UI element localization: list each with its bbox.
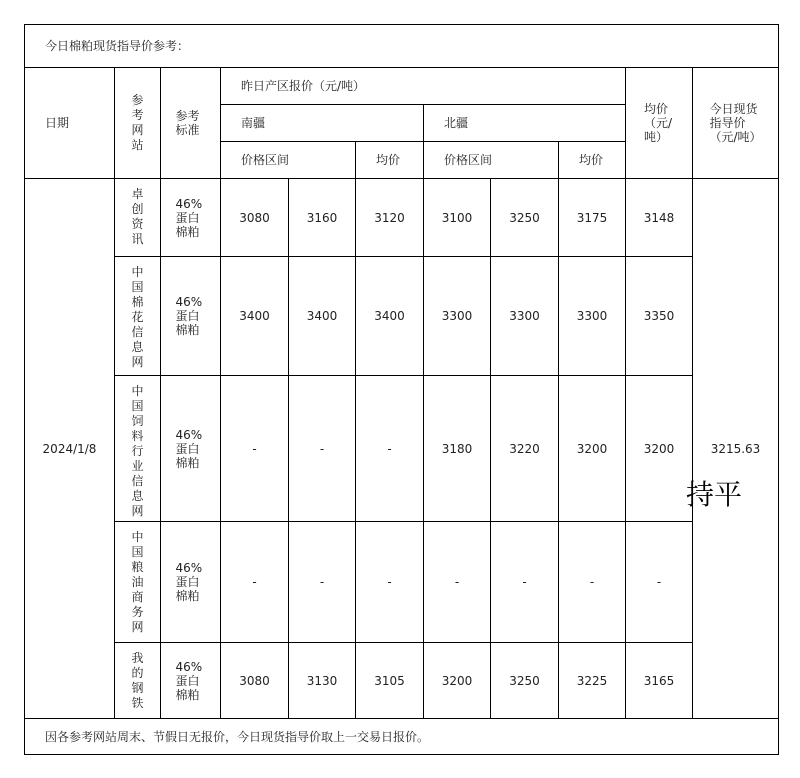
header-south-avg: 均价	[356, 142, 424, 179]
south-high-cell: 3400	[289, 257, 356, 376]
table-title: 今日棉粕现货指导价参考：	[25, 25, 779, 68]
north-low-cell: 3180	[424, 376, 491, 522]
site-cell: 中国棉花信息网	[115, 257, 161, 376]
header-south-range: 价格区间	[221, 142, 356, 179]
north-high-cell: 3250	[491, 179, 559, 257]
annotation-flat: 持平	[686, 478, 743, 511]
header-standard: 参考标准	[161, 68, 221, 179]
header-avg-total: 均价（元/吨）	[626, 68, 693, 179]
south-high-cell: -	[289, 522, 356, 643]
avg-cell: 3148	[626, 179, 693, 257]
south-low-cell: 3080	[221, 179, 289, 257]
south-low-cell: -	[221, 522, 289, 643]
north-avg-cell: 3175	[559, 179, 626, 257]
north-low-cell: 3300	[424, 257, 491, 376]
south-low-cell: -	[221, 376, 289, 522]
site-cell: 中国饲料行业信息网	[115, 376, 161, 522]
south-high-cell: 3130	[289, 643, 356, 719]
site-cell: 中国粮油商务网	[115, 522, 161, 643]
south-high-cell: -	[289, 376, 356, 522]
north-high-cell: 3220	[491, 376, 559, 522]
table-row	[25, 257, 779, 376]
standard-cell: 46%蛋白棉粕	[161, 257, 221, 376]
table-row	[25, 522, 779, 643]
north-avg-cell: 3300	[559, 257, 626, 376]
north-low-cell: -	[424, 522, 491, 643]
south-low-cell: 3400	[221, 257, 289, 376]
north-low-cell: 3200	[424, 643, 491, 719]
south-avg-cell: 3120	[356, 179, 424, 257]
site-cell: 卓创资讯	[115, 179, 161, 257]
header-south: 南疆	[221, 105, 424, 142]
footnote: 因各参考网站周末、节假日无报价，今日现货指导价取上一交易日报价。	[25, 719, 779, 755]
header-site: 参考网站	[115, 68, 161, 179]
south-avg-cell: -	[356, 522, 424, 643]
south-avg-cell: 3400	[356, 257, 424, 376]
north-high-cell: 3250	[491, 643, 559, 719]
today-price-cell: 3215.63	[693, 179, 779, 719]
standard-cell: 46%蛋白棉粕	[161, 522, 221, 643]
header-north: 北疆	[424, 105, 626, 142]
header-north-avg: 均价	[559, 142, 626, 179]
avg-cell: 3350	[626, 257, 693, 376]
header-today-guide: 今日现货指导价（元/吨）	[693, 68, 779, 179]
site-cell: 我的钢铁	[115, 643, 161, 719]
standard-cell: 46%蛋白棉粕	[161, 376, 221, 522]
price-table	[24, 24, 779, 755]
avg-cell: -	[626, 522, 693, 643]
north-avg-cell: 3225	[559, 643, 626, 719]
table-row	[25, 179, 779, 257]
header-north-range: 价格区间	[424, 142, 559, 179]
south-low-cell: 3080	[221, 643, 289, 719]
standard-cell: 46%蛋白棉粕	[161, 179, 221, 257]
north-low-cell: 3100	[424, 179, 491, 257]
north-avg-cell: 3200	[559, 376, 626, 522]
table-row	[25, 643, 779, 719]
south-avg-cell: 3105	[356, 643, 424, 719]
standard-cell: 46%蛋白棉粕	[161, 643, 221, 719]
north-high-cell: -	[491, 522, 559, 643]
header-yesterday-quote: 昨日产区报价（元/吨）	[221, 68, 626, 105]
date-cell: 2024/1/8	[25, 179, 115, 719]
table-row	[25, 376, 779, 522]
south-avg-cell: -	[356, 376, 424, 522]
north-high-cell: 3300	[491, 257, 559, 376]
avg-cell: 3165	[626, 643, 693, 719]
south-high-cell: 3160	[289, 179, 356, 257]
header-date: 日期	[25, 68, 115, 179]
avg-cell: 3200	[626, 376, 693, 522]
north-avg-cell: -	[559, 522, 626, 643]
